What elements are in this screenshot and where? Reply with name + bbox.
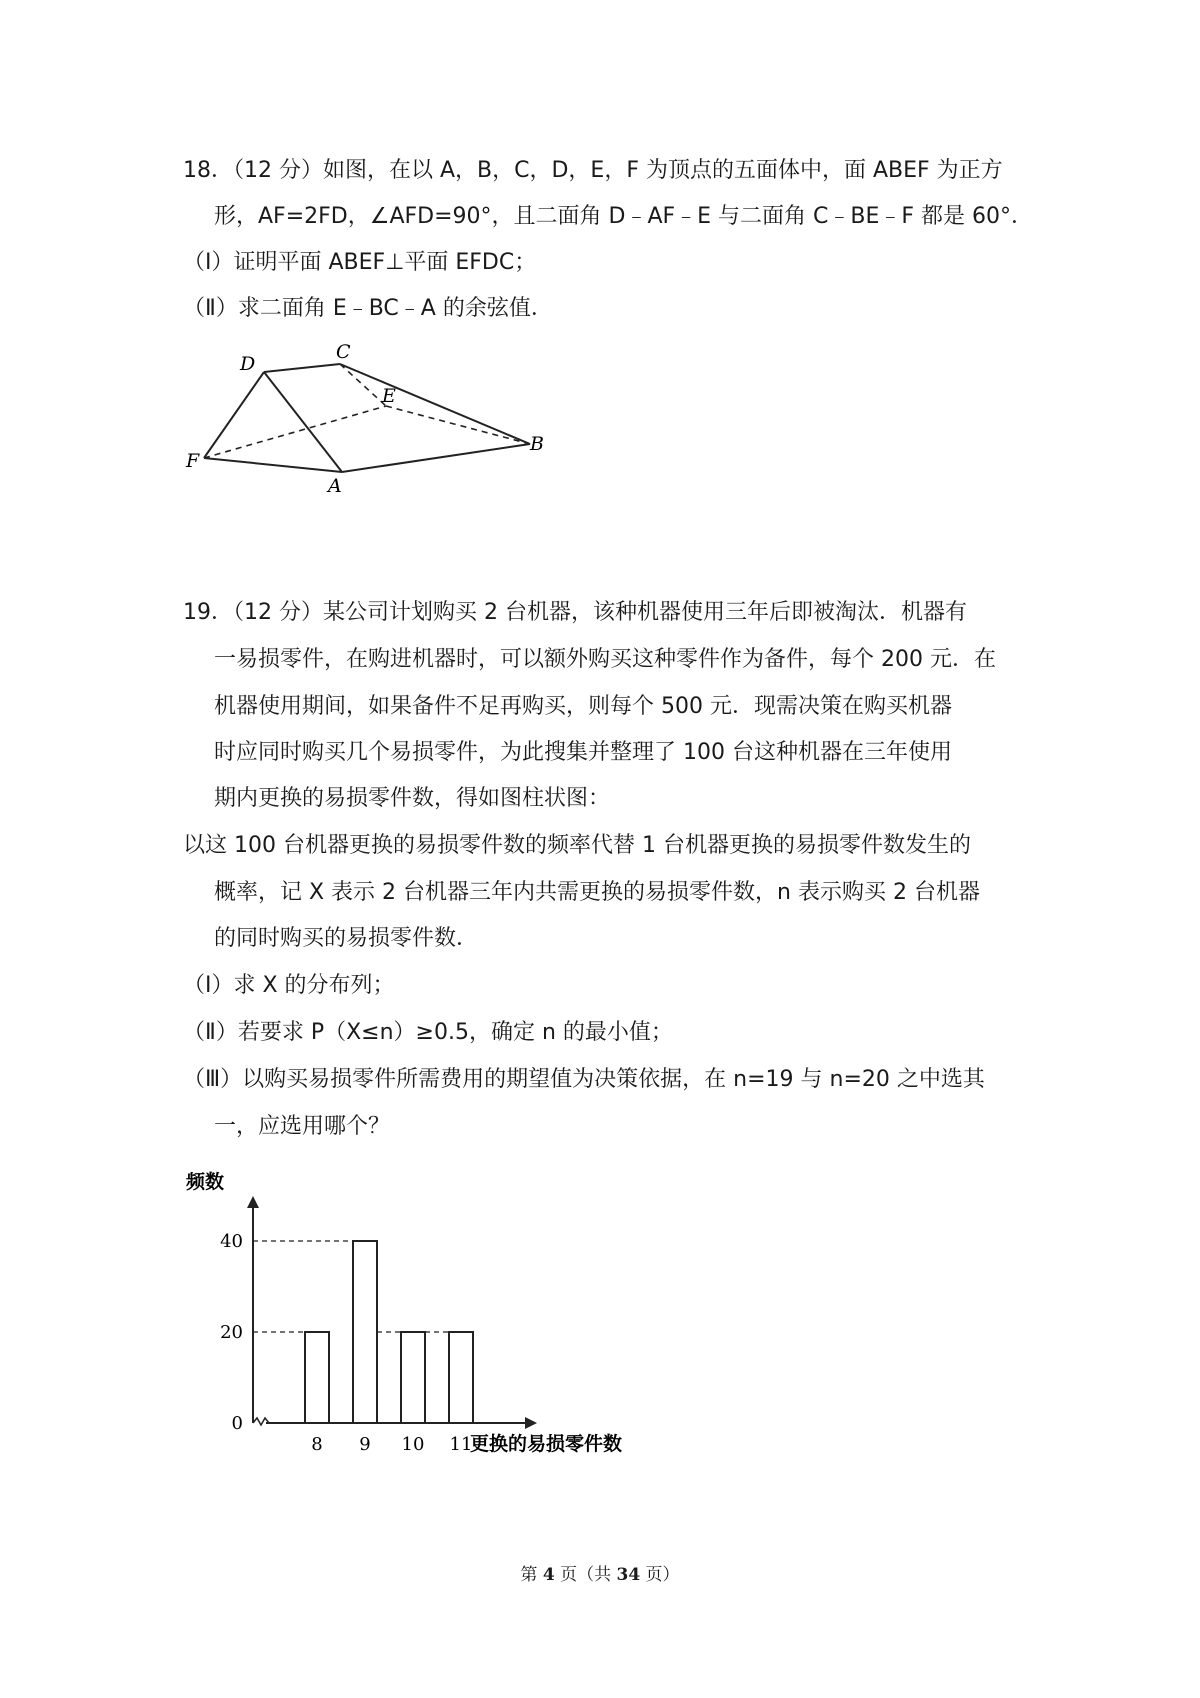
problem18-line-1: 18．（12 分）如图，在以 A，B，C，D，E，F 为顶点的五面体中，面 ABEF 为正方 <box>183 158 1003 183</box>
problem19-line-6: 以这 100 台机器更换的易损零件数的频率代替 1 台机器更换的易损零件数发生的 <box>183 833 971 858</box>
vertex-label-F: F <box>186 450 200 472</box>
vertex-label-C: C <box>336 341 351 363</box>
edge-DC <box>264 364 340 372</box>
pentahedron-figure <box>0 330 560 500</box>
x-tick-label-11: 11 <box>449 1434 473 1455</box>
footer-middle: 页（共 <box>554 1565 617 1585</box>
edge-FA <box>204 458 342 472</box>
edge-DA <box>264 372 342 472</box>
x-tick-label-9: 9 <box>359 1434 371 1455</box>
bar-9 <box>353 1241 377 1423</box>
problem19-part-3-cont: 一，应选用哪个？ <box>214 1114 391 1139</box>
vertex-label-D: D <box>240 353 256 375</box>
edge-AB <box>342 444 530 472</box>
vertex-label-E: E <box>382 385 396 407</box>
problem19-line-7: 概率，记 X 表示 2 台机器三年内共需更换的易损零件数，n 表示购买 2 台机器 <box>214 880 980 905</box>
footer-page-number: 4 <box>542 1565 555 1585</box>
problem18-part-2: （Ⅱ）求二面角 E﹣BC﹣A 的余弦值． <box>183 296 553 321</box>
problem19-part-2: （Ⅱ）若要求 P（X≤n）≥0.5，确定 n 的最小值； <box>183 1020 673 1045</box>
y-tick-label-20: 20 <box>220 1322 243 1343</box>
bar-8 <box>305 1332 329 1423</box>
y-tick-label-0: 0 <box>231 1413 243 1434</box>
problem19-part-1: （Ⅰ）求 X 的分布列； <box>183 973 395 998</box>
x-tick-label-8: 8 <box>311 1434 323 1455</box>
page-footer <box>0 1560 1200 1585</box>
problem19-part-3: （Ⅲ）以购买易损零件所需费用的期望值为决策依据，在 n=19 与 n=20 之中选其 <box>183 1067 985 1092</box>
y-tick-label-40: 40 <box>220 1231 243 1252</box>
edge-EB <box>386 406 530 444</box>
frequency-bar-chart <box>0 1160 700 1460</box>
problem19-line-3: 机器使用期间，如果备件不足再购买，则每个 500 元．现需决策在购买机器 <box>214 694 952 719</box>
x-axis-label: 更换的易损零件数 <box>470 1433 623 1455</box>
bar-10 <box>401 1332 425 1423</box>
x-tick-label-10: 10 <box>401 1434 425 1455</box>
edge-CB <box>340 364 530 444</box>
edge-DF <box>204 372 264 458</box>
y-axis-arrow <box>247 1196 259 1208</box>
bar-11 <box>449 1332 473 1423</box>
edge-CE <box>340 364 386 406</box>
edge-FE <box>204 406 386 458</box>
problem19-line-4: 时应同时购买几个易损零件，为此搜集并整理了 100 台这种机器在三年使用 <box>214 740 952 765</box>
problem19-line-2: 一易损零件，在购进机器时，可以额外购买这种零件作为备件，每个 200 元．在 <box>214 647 996 672</box>
problem19-line-8: 的同时购买的易损零件数． <box>214 926 479 951</box>
y-axis-label: 频数 <box>186 1171 225 1193</box>
x-axis-arrow <box>525 1417 537 1429</box>
problem18-part-1: （Ⅰ）证明平面 ABEF⊥平面 EFDC； <box>183 250 537 275</box>
footer-prefix: 第 <box>520 1565 543 1585</box>
vertex-label-B: B <box>530 433 544 455</box>
vertex-label-A: A <box>328 475 342 497</box>
footer-total-pages: 34 <box>616 1565 641 1585</box>
footer-suffix: 页） <box>640 1565 680 1585</box>
problem19-line-1: 19．（12 分）某公司计划购买 2 台机器，该种机器使用三年后即被淘汰．机器有 <box>183 600 967 625</box>
problem19-line-5: 期内更换的易损零件数，得如图柱状图： <box>214 786 611 811</box>
problem18-line-2: 形，AF=2FD，∠AFD=90°，且二面角 D﹣AF﹣E 与二面角 C﹣BE﹣F 都是 60°． <box>214 204 1034 229</box>
